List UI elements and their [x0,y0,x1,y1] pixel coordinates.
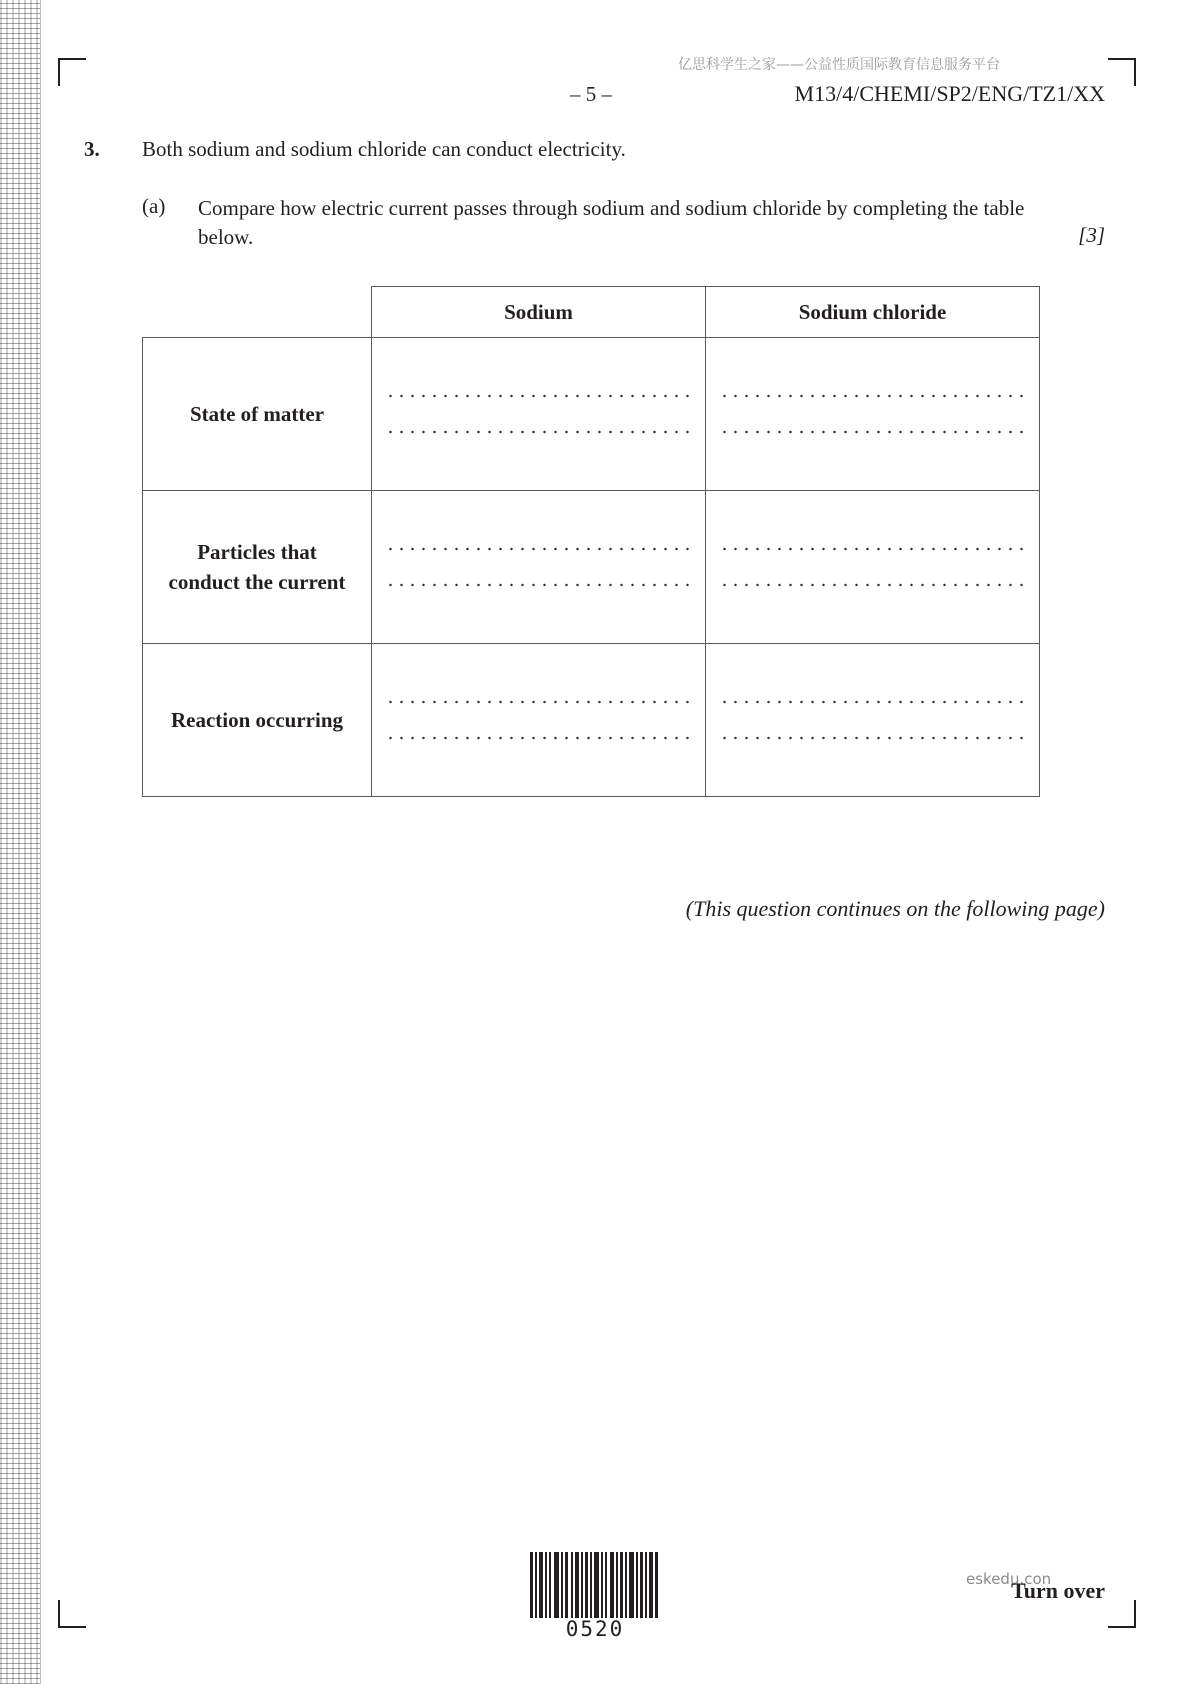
part-label: (a) [142,194,166,218]
barcode-number: 0520 [565,1617,625,1641]
answer-line[interactable] [716,720,1029,756]
answer-line[interactable] [382,720,695,756]
answer-line[interactable] [382,531,695,567]
answer-cell-sodium-reaction[interactable] [372,644,706,797]
table-corner-cell [143,287,372,338]
answer-line[interactable] [716,414,1029,450]
answer-line[interactable] [716,684,1029,720]
table-row [143,644,1040,797]
row-label-line: conduct the current [168,570,346,594]
paper-code: M13/4/CHEMI/SP2/ENG/TZ1/XX [794,81,1105,106]
question-stem: Both sodium and sodium chloride can conduct electricity. [142,137,626,161]
row-label-line: Particles that [197,540,317,564]
row-label-particles [143,491,372,644]
part-text: Compare how electric current passes through sodium and sodium chloride by completing the table below. [198,196,1025,249]
crop-mark-bottom-right [1108,1600,1136,1628]
binding-strip [0,0,41,1684]
table-row [143,491,1040,644]
answer-cell-sodium-chloride-reaction[interactable] [706,644,1040,797]
answer-line[interactable] [716,378,1029,414]
crop-mark-bottom-left [58,1600,86,1628]
turn-over-label: Turn over [1011,1578,1105,1603]
answer-line[interactable] [382,567,695,603]
barcode-icon [530,1552,660,1618]
answer-cell-sodium-particles[interactable] [372,491,706,644]
row-label-reaction [143,644,372,797]
marks-label: [3] [1078,223,1105,247]
answer-cell-sodium-chloride-state[interactable] [706,338,1040,491]
row-label-line: State of matter [189,402,325,426]
crop-mark-top-left [58,58,86,86]
page-number: – 5 – [570,82,612,106]
answer-line[interactable] [382,684,695,720]
question-number: 3. [84,137,100,161]
answer-line[interactable] [716,567,1029,603]
answer-cell-sodium-chloride-particles[interactable] [706,491,1040,644]
answer-cell-sodium-state[interactable] [372,338,706,491]
crop-mark-top-right [1108,58,1136,86]
row-label-state-of-matter [143,338,372,491]
answer-line[interactable] [382,414,695,450]
continues-note: (This question continues on the following page) [685,896,1105,921]
column-header-sodium: Sodium [372,287,706,338]
header-watermark: 亿思科学生之家——公益性质国际教育信息服务平台 [678,57,1000,73]
table-row [143,338,1040,491]
answer-table [142,286,1040,797]
footer-watermark: eskedu.con [966,1570,1052,1588]
table-header-row [143,287,1040,338]
answer-line[interactable] [382,378,695,414]
row-label-line: Reaction occurring [170,708,344,732]
column-header-sodium-chloride: Sodium chloride [706,287,1040,338]
answer-line[interactable] [716,531,1029,567]
